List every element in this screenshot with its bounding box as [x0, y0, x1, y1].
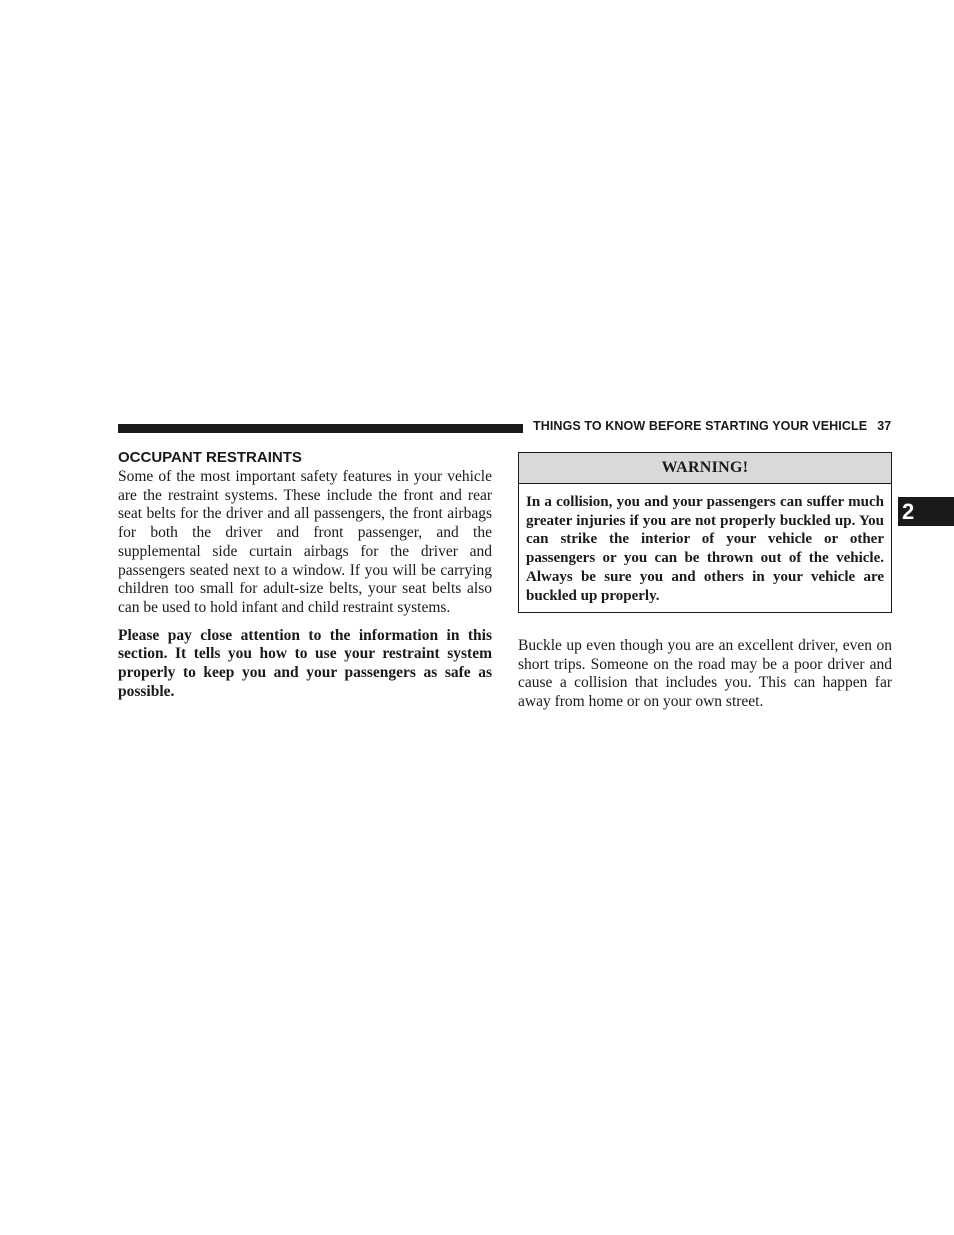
- attention-paragraph: Please pay close attention to the information in this section. It tells you how to use your restraint system properly to keep you and your passengers as safe as possible.: [118, 626, 492, 700]
- section-heading: OCCUPANT RESTRAINTS: [118, 449, 302, 466]
- intro-paragraph: Some of the most important safety features in your vehicle are the restraint systems. These include the front and rear seat belts for the driver and all passengers, the front airbags for both the driver and front passenger, and the supplemental side curtain airbags for the driver and passengers seated next to a window. If you will be carrying children too small for adult-size belts, your seat belts also can be used to hold infant and child restraint systems.: [118, 468, 492, 616]
- header-title: THINGS TO KNOW BEFORE STARTING YOUR VEHICLE: [533, 419, 868, 433]
- right-column: [518, 637, 892, 712]
- warning-text: In a collision, you and your passengers can suffer much greater injuries if you are not properly buckled up. You can strike the interior of your vehicle or other passengers or you can be thrown out of the vehicle. Always be sure you and others in your vehicle are buckled up properly.: [526, 494, 884, 604]
- warning-title: WARNING!: [519, 453, 891, 484]
- chapter-tab: 2: [898, 497, 954, 526]
- page-number: 37: [877, 419, 892, 433]
- buckle-up-paragraph: Buckle up even though you are an excellent driver, even on short trips. Someone on the road may be a poor driver and cause a collision that includes you. This can happen far away from home or on your own street.: [518, 637, 892, 711]
- running-header: [533, 419, 891, 433]
- left-column: [118, 448, 492, 701]
- header-rule: [118, 424, 523, 433]
- warning-box: [518, 452, 892, 613]
